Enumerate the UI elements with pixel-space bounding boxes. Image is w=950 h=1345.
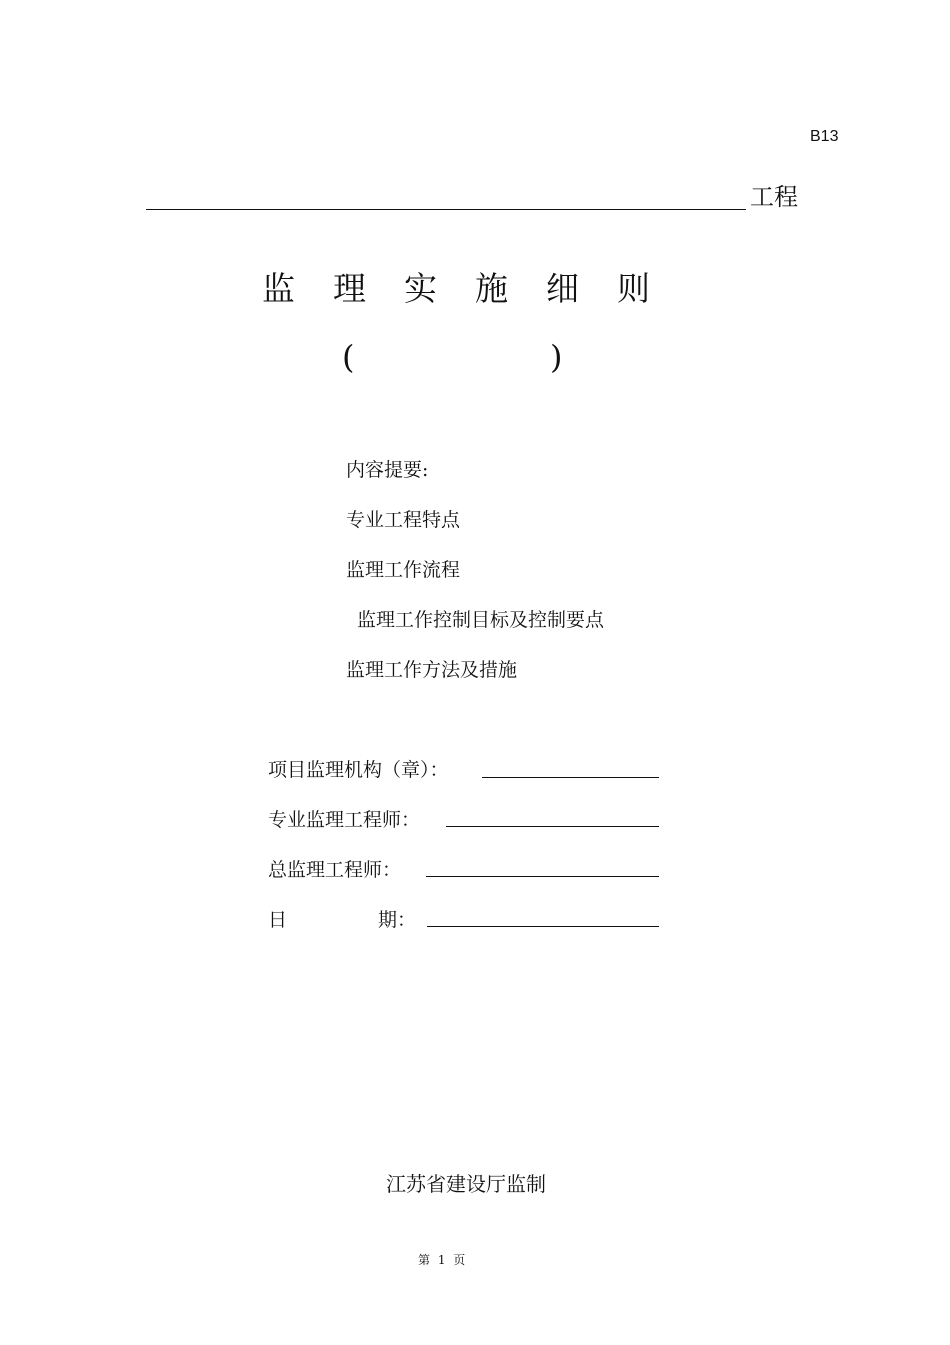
toc-item: 监理工作控制目标及控制要点 [357,609,605,631]
project-suffix: 工程 [750,183,798,211]
project-name-blank [146,209,746,210]
signature-line-specialist [446,826,659,827]
signature-line-date [427,926,659,927]
toc-item: 专业工程特点 [346,509,461,531]
document-title: 监理实施细则 [262,269,688,308]
form-code: B13 [810,128,839,145]
page-number: 第 1 页 [418,1253,468,1267]
signature-line-chief [426,876,659,877]
signature-label-specialist: 专业监理工程师： [268,809,421,831]
signature-label-chief: 总监理工程师： [268,859,402,881]
signature-label-date-2: 期： [378,909,417,931]
signature-label-agency: 项目监理机构（章）： [268,759,449,781]
subtitle-paren-close: ) [550,338,563,376]
signature-line-agency [482,777,659,778]
subtitle-paren-open: ( [342,338,355,376]
signature-label-date-1: 日 [268,909,288,931]
toc-item: 监理工作流程 [346,559,461,581]
issuer-footer: 江苏省建设厅监制 [386,1172,546,1196]
toc-heading: 内容提要: [346,459,429,481]
toc-item: 监理工作方法及措施 [346,659,518,681]
